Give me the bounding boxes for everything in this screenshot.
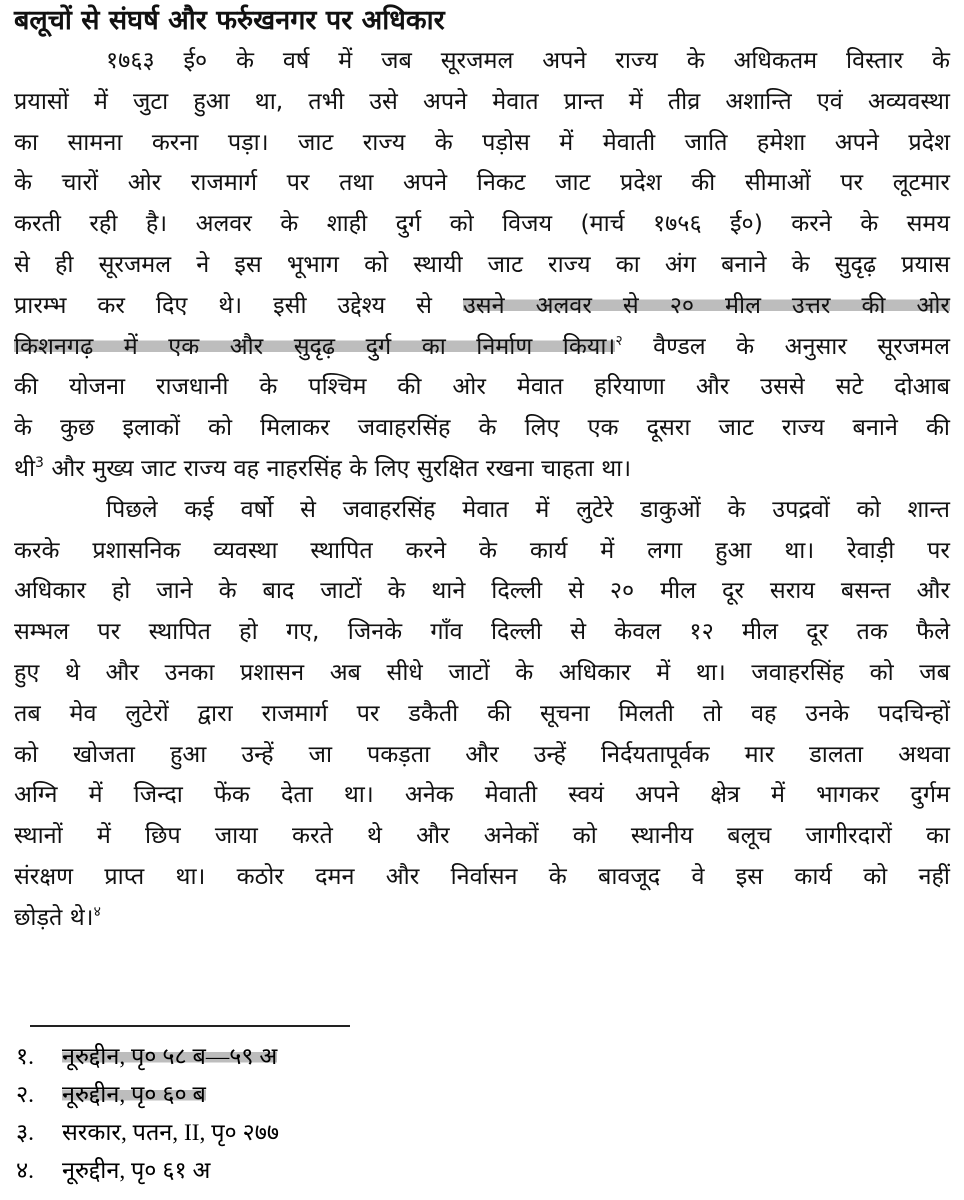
footnote-number: २.: [16, 1082, 35, 1108]
text-line: [14, 285, 950, 326]
footnote-divider: [30, 1025, 350, 1027]
text-line: को खोजता हुआ उन्हें जा पकड़ता और उन्हें निर्दयतापूर्वक मार डालता अथवा: [14, 739, 950, 768]
text-segment: थी: [14, 453, 36, 482]
text-segment: प्रारम्भ कर दिए थे। इसी उद्देश्य से: [14, 290, 463, 319]
footnote-number: ३.: [16, 1120, 35, 1146]
highlighted-text: उसने अलवर से २० मील उत्तर की ओर: [462, 290, 950, 319]
footnote-ref: 3: [35, 455, 44, 472]
text-line: की योजना राजधानी के पश्चिम की ओर मेवात हरियाणा और उससे सटे दोआब: [14, 372, 950, 401]
text-line: १७६३ ई० के वर्ष में जब सूरजमल अपने राज्य के अधिकतम विस्तार के: [106, 46, 950, 74]
text-line: स्थानों में छिप जाया करते थे और अनेकों को स्थानीय बलूच जागीरदारों का: [14, 821, 950, 850]
text-line: से ही सूरजमल ने इस भूभाग को स्थायी जाट राज्य का अंग बनाने के सुदृढ़ प्रयास: [14, 249, 950, 278]
footnote-item: [16, 1114, 279, 1152]
text-line: संरक्षण प्राप्त था। कठोर दमन और निर्वासन के बावजूद वे इस कार्य को नहीं: [14, 861, 950, 890]
text-line: [14, 448, 950, 489]
text-line: हुए थे और उनका प्रशासन अब सीधे जाटों के अधिकार में था। जवाहरसिंह को जब: [14, 657, 950, 686]
text-line: के चारों ओर राजमार्ग पर तथा अपने निकट जाट प्रदेश की सीमाओं पर लूटमार: [14, 168, 950, 197]
footnote-text: सरकार, पतन, II, पृ० २७७: [62, 1120, 280, 1146]
text-line: [14, 897, 950, 938]
footnote-text: नूरुद्दीन, पृ० ६१ अ: [62, 1158, 211, 1184]
footnote-ref: २: [615, 332, 623, 349]
text-line: का सामना करना पड़ा। जाट राज्य के पड़ोस में मेवाती जाति हमेशा अपने प्रदेश: [14, 127, 950, 156]
footnote-text: नूरुद्दीन, पृ० ५८ ब—५९ अ: [62, 1044, 278, 1070]
text-line: तब मेव लुटेरों द्वारा राजमार्ग पर डकैती की सूचना मिलती तो वह उनके पदचिन्हों: [14, 698, 950, 727]
footnotes-list: [16, 1038, 279, 1190]
footnote-text: नूरुद्दीन, पृ० ६० ब: [62, 1082, 206, 1108]
highlighted-text: किशनगढ़ में एक और सुदृढ़ दुर्ग का निर्माण किया।: [14, 331, 616, 360]
footnote-item: [16, 1038, 279, 1076]
text-segment: छोड़ते थे।: [14, 902, 94, 931]
text-line: प्रयासों में जुटा हुआ था, तभी उसे अपने मेवात प्रान्त में तीव्र अशान्ति एवं अव्यवस्था: [14, 86, 950, 115]
paragraph-2: [14, 489, 950, 938]
section-heading: बलूचों से संघर्ष और फर्रुखनगर पर अधिकार: [14, 5, 445, 36]
text-line: [14, 326, 950, 367]
footnote-item: [16, 1076, 279, 1114]
text-line: करती रही है। अलवर के शाही दुर्ग को विजय (मार्च १७५६ ई०) करने के समय: [14, 209, 950, 238]
text-line: करके प्रशासनिक व्यवस्था स्थापित करने के कार्य में लगा हुआ था। रेवाड़ी पर: [14, 535, 950, 564]
paragraph-1: [14, 40, 950, 489]
text-line: सम्भल पर स्थापित हो गए, जिनके गाँव दिल्ली से केवल १२ मील दूर तक फैले: [14, 617, 950, 646]
text-line: पिछले कई वर्षो से जवाहरसिंह मेवात में लुटेरे डाकुओं के उपद्रवों को शान्त: [106, 494, 950, 523]
footnote-ref: ४: [93, 903, 101, 920]
text-segment: वैण्डल के अनुसार सूरजमल: [622, 331, 950, 360]
footnote-item: [16, 1152, 279, 1190]
text-line: अधिकार हो जाने के बाद जाटों के थाने दिल्ली से २० मील दूर सराय बसन्त और: [14, 576, 950, 605]
text-line: के कुछ इलाकों को मिलाकर जवाहरसिंह के लिए एक दूसरा जाट राज्य बनाने की: [14, 413, 950, 442]
footnote-number: १.: [16, 1044, 35, 1070]
text-segment: और मुख्य जाट राज्य वह नाहरसिंह के लिए सुरक्षित रखना चाहता था।: [43, 453, 632, 482]
footnote-number: ४.: [16, 1158, 35, 1184]
text-line: अग्नि में जिन्दा फेंक देता था। अनेक मेवाती स्वयं अपने क्षेत्र में भागकर दुर्गम: [14, 780, 950, 809]
